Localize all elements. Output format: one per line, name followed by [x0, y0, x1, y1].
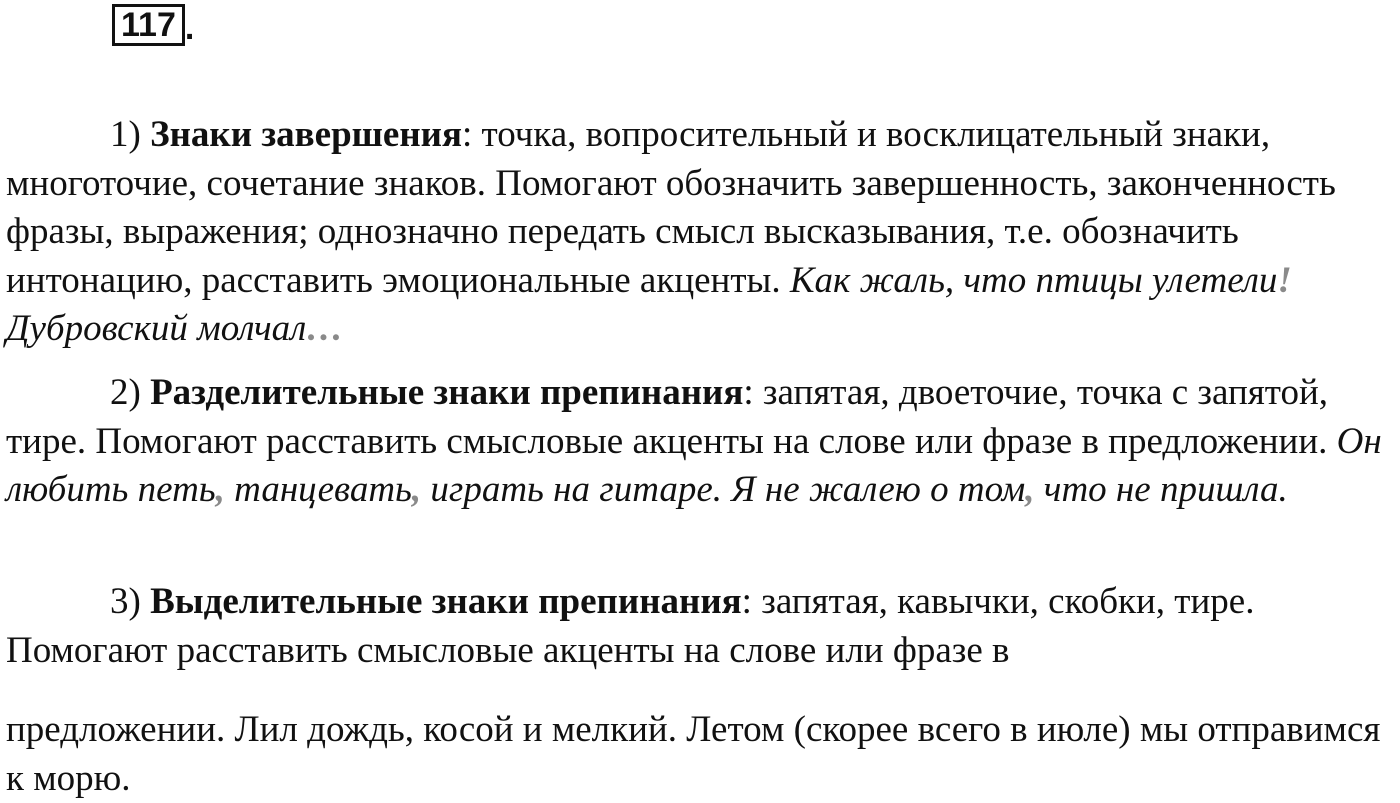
highlighted-mark: , [215, 469, 225, 510]
example-text: Он любить петь [6, 420, 1382, 510]
highlighted-mark: , [404, 709, 415, 750]
paragraph-emphasizing-marks-continued [6, 706, 1398, 803]
example-text: что не пришла. [1034, 469, 1288, 510]
item-number: 1) [110, 114, 151, 155]
example-text: играть на гитаре. Я не жалею о том [421, 469, 1026, 510]
definition-text: предложении. [6, 709, 235, 750]
highlighted-mark: … [306, 308, 344, 349]
example-text: косой и мелкий. Летом [414, 709, 794, 750]
exercise-number-box: 117 [112, 4, 185, 46]
example-text: мы отправимся к морю. [6, 709, 1381, 799]
highlighted-mark: ( [793, 709, 806, 750]
term-heading: Выделительные знаки препинания [150, 581, 742, 622]
example-text: Как жаль, что птицы улетели [789, 259, 1278, 301]
exercise-number [112, 6, 194, 46]
paragraph-separating-marks [6, 369, 1398, 515]
term-heading: Знаки завершения [150, 114, 462, 155]
example-text: скорее всего в июле [805, 709, 1119, 750]
exercise-number-suffix: . [184, 9, 195, 47]
item-number: 2) [110, 372, 151, 413]
highlighted-mark: ) [1118, 709, 1131, 750]
definition-text: : запятая, двоеточие, точка с запятой, тире. Помогают расставить смысловые акценты на слове или фразе в предложении. [6, 372, 1337, 462]
item-number: 3) [110, 581, 151, 622]
definition-text: : запятая, кавычки, скобки, тире. Помогают расставить смысловые акценты на слове или фразе в [6, 581, 1255, 671]
term-heading: Разделительные знаки препинания [150, 372, 744, 413]
highlighted-mark: , [1025, 469, 1035, 510]
example-text: Лил дождь [234, 709, 405, 750]
definition-text: : точка, вопросительный и восклицательный знаки, многоточие, сочетание знаков. Помогают обозначить завершенность, законченность фразы, выражения; однозначно передать смысл высказывания, т.е. обозначить интонацию, расставить эмоциональные акценты. [6, 114, 1336, 301]
example-text: танцевать [224, 469, 412, 510]
example-text: Дубровский молчал [6, 308, 307, 349]
paragraph-completion-marks [6, 111, 1398, 354]
paragraph-emphasizing-marks [6, 578, 1398, 675]
highlighted-mark: , [411, 469, 422, 510]
highlighted-mark: ! [1277, 259, 1292, 301]
